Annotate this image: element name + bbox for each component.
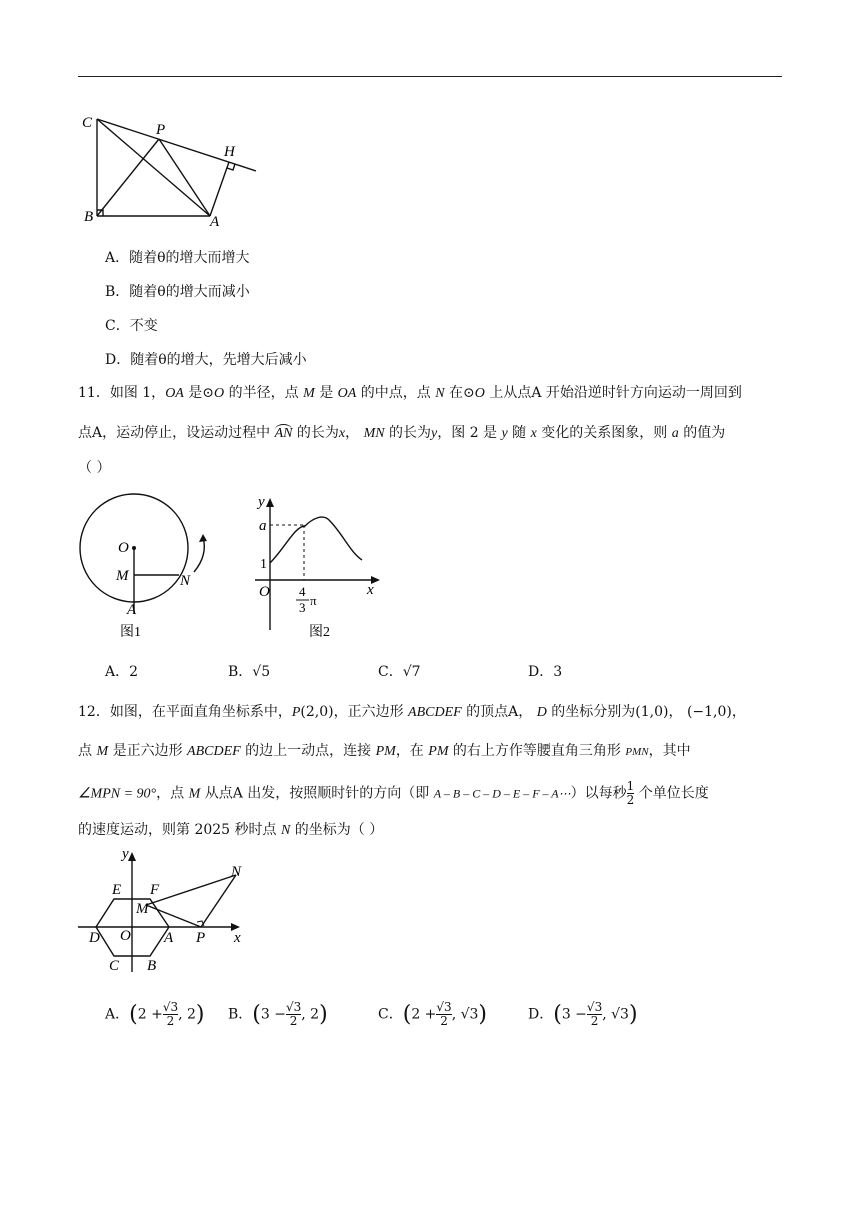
q10-option-a[interactable]	[105, 247, 250, 267]
q12-option-b[interactable]: B．(3 − $\frac{√3}{2}$ , 2)	[228, 1000, 328, 1028]
option-letter: D．	[105, 352, 131, 368]
svg-text:图2: 图2	[309, 625, 330, 640]
option-text: 随着θ的增大而增大	[129, 250, 250, 266]
svg-text:O: O	[118, 540, 129, 556]
option-text: 随着θ的增大，先增大后减小	[130, 352, 307, 368]
header-rule	[78, 76, 782, 77]
svg-text:a: a	[259, 518, 267, 534]
q12-option-c[interactable]: C．(2 + $\frac{√3}{2}$ , √3)	[378, 1000, 488, 1028]
option-letter: A．	[105, 250, 130, 266]
q12-line-1: 12．如图，在平面直角坐标系中，P(2,0)，正六边形 ABCDEF 的顶点A， D 的坐标分别为(1,0)， (−1,0)，	[78, 704, 746, 720]
q11-option-b[interactable]: B．√5	[228, 664, 271, 680]
q11-option-d[interactable]: D．3	[528, 664, 563, 680]
svg-text:N: N	[180, 573, 191, 589]
svg-text:E: E	[112, 882, 122, 898]
q12-figure	[76, 842, 256, 977]
arc-AN: AN	[274, 426, 293, 441]
svg-text:x: x	[234, 930, 241, 946]
svg-text:M: M	[136, 901, 149, 917]
svg-text:y: y	[258, 494, 265, 510]
q11-line-3: （ ）	[78, 460, 111, 476]
q10-option-d[interactable]	[105, 349, 307, 369]
segment-CA	[97, 119, 210, 216]
segment-BP	[97, 139, 159, 216]
svg-text:O: O	[259, 584, 270, 600]
svg-text:C: C	[109, 958, 120, 974]
svg-text:B: B	[147, 958, 157, 974]
q12-line-3: ∠MPN = 90°，点 M 从点A 出发，按照顺时针的方向（即 A – B – C – D – E – F – A⋯）以每秒 $\frac{1}{2}$ 个单位长度	[78, 779, 709, 807]
q12-line-4: 的速度运动，则第 2025 秒时点 N 的坐标为（ ）	[78, 822, 384, 838]
svg-text:P: P	[196, 930, 206, 946]
q12-line-2: 点 M 是正六边形 ABCDEF 的边上一动点，连接 PM，在 PM 的右上方作等腰直角三角形 PMN，其中	[78, 743, 691, 759]
q12-option-d[interactable]: D．(3 − $\frac{√3}{2}$ , √3)	[528, 1000, 638, 1028]
q10-option-b[interactable]	[105, 281, 250, 301]
svg-text:图1: 图1	[120, 625, 141, 640]
svg-text:A: A	[127, 602, 137, 618]
segment-AH	[210, 162, 229, 216]
svg-text:O: O	[120, 928, 131, 944]
q11-line-1: 11．如图 1，OA 是⊙O 的半径，点 M 是 OA 的中点，点 N 在⊙O 上从点A 开始沿逆时针方向运动一周回到	[78, 385, 742, 401]
label-H: H	[224, 144, 235, 160]
label-A: A	[210, 214, 220, 230]
svg-text:M: M	[116, 568, 129, 584]
svg-text:F: F	[150, 882, 160, 898]
svg-text:3: 3	[299, 600, 306, 615]
option-letter: C．	[105, 318, 130, 334]
svg-text:x: x	[367, 582, 374, 598]
svg-text:N: N	[231, 864, 242, 880]
q11-line-2: 点A，运动停止，设运动过程中 AN 的长为x， MN 的长为y，图 2 是 y 随 x 变化的关系图象，则 a 的值为	[78, 425, 726, 441]
q11-figure-1	[76, 490, 216, 640]
q11-figure-2	[245, 490, 395, 640]
option-text: 不变	[129, 318, 158, 334]
svg-text:π: π	[310, 593, 317, 608]
svg-text:4: 4	[299, 584, 306, 599]
q10-option-c[interactable]	[105, 315, 158, 335]
segment-PA	[159, 139, 210, 216]
label-C: C	[82, 115, 93, 131]
svg-text:A: A	[164, 930, 174, 946]
option-text: 随着θ的增大而减小	[129, 284, 250, 300]
rotation-arrow	[194, 537, 204, 572]
q10-figure	[78, 110, 268, 235]
svg-text:D: D	[89, 930, 100, 946]
q11-option-a[interactable]: A．2	[105, 664, 139, 680]
curve	[270, 517, 362, 563]
label-P: P	[156, 122, 166, 138]
svg-text:y: y	[122, 846, 129, 862]
svg-text:1: 1	[260, 557, 267, 572]
q12-option-a[interactable]: A．(2 + $\frac{√3}{2}$ , 2)	[105, 1000, 205, 1028]
option-letter: B．	[105, 284, 130, 300]
fraction-half: $\frac{1}{2}$	[626, 779, 635, 807]
label-B: B	[84, 209, 94, 225]
q11-option-c[interactable]: C．√7	[378, 664, 421, 680]
